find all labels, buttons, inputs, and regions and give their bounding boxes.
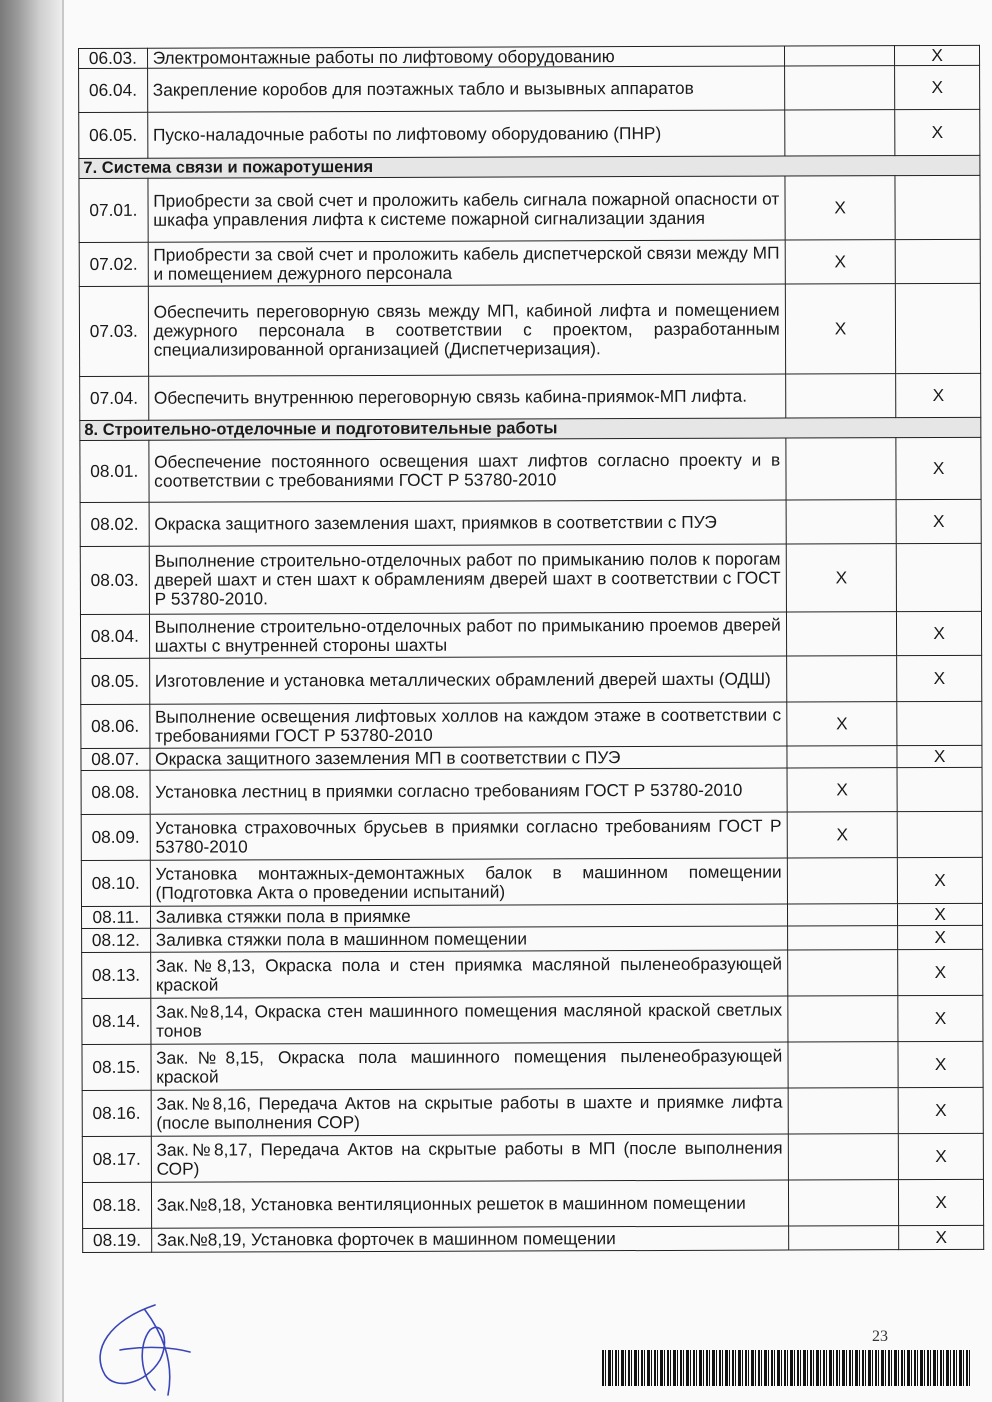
item-description: Окраска защитного заземления шахт, приямков в соответствии с ПУЭ bbox=[149, 500, 786, 546]
table-row bbox=[80, 437, 981, 502]
mark-column-2: Х bbox=[895, 109, 980, 155]
mark-column-2 bbox=[897, 701, 982, 745]
table-row bbox=[80, 543, 981, 614]
item-description: Установка страховочных брусьев в приямки согласно требованиям ГОСТ Р 53780-2010 bbox=[150, 812, 787, 860]
item-description: Зак.№8,17, Передача Актов на скрытые работы в МП (после выполнения СОР) bbox=[151, 1134, 788, 1182]
table-row bbox=[79, 175, 980, 242]
item-code: 07.03. bbox=[79, 286, 148, 376]
item-code: 08.10. bbox=[81, 860, 150, 906]
mark-column-2: Х bbox=[898, 857, 983, 903]
mark-column-1 bbox=[788, 1134, 899, 1180]
item-code: 06.03. bbox=[79, 48, 148, 68]
table-row bbox=[81, 903, 982, 928]
item-code: 08.05. bbox=[81, 658, 150, 704]
mark-column-1: Х bbox=[785, 284, 896, 374]
item-description: Заливка стяжки пола в приямке bbox=[150, 904, 787, 928]
item-code: 08.11. bbox=[81, 906, 150, 928]
mark-column-1 bbox=[788, 1088, 899, 1134]
mark-column-1: Х bbox=[787, 768, 898, 812]
mark-column-2 bbox=[897, 811, 982, 857]
table-row bbox=[81, 701, 982, 748]
table-row bbox=[80, 499, 981, 546]
mark-column-2: Х bbox=[898, 995, 983, 1041]
mark-column-1 bbox=[784, 110, 895, 156]
table-row bbox=[82, 1179, 983, 1228]
item-description: Выполнение строительно-отделочных работ по примыканию полов к порогам дверей шахт и стен шахт к обрамлениям дверей шахт в соответствии с ГОСТ Р 53780-2010. bbox=[149, 544, 786, 614]
mark-column-1 bbox=[787, 926, 898, 950]
item-code: 08.03. bbox=[80, 546, 149, 614]
item-description: Заливка стяжки пола в машинном помещении bbox=[150, 926, 787, 952]
mark-column-2: Х bbox=[899, 1133, 984, 1179]
mark-column-1 bbox=[786, 438, 897, 500]
item-description: Приобрести за свой счет и проложить кабель диспетчерской связи между МП и помещением дежурного персонала bbox=[148, 240, 785, 286]
item-description: Обеспечение постоянного освещения шахт лифтов согласно проекту и в соответствии с требованиями ГОСТ Р 53780-2010 bbox=[149, 438, 786, 502]
item-code: 08.19. bbox=[83, 1228, 152, 1252]
item-code: 08.01. bbox=[80, 440, 149, 502]
handwritten-signature bbox=[50, 1290, 200, 1400]
mark-column-2: Х bbox=[898, 949, 983, 995]
mark-column-1 bbox=[787, 950, 898, 996]
item-code: 06.05. bbox=[79, 112, 148, 158]
mark-column-2: Х bbox=[896, 437, 981, 499]
item-description: Зак.№8,15, Окраска пола машинного помещения пыленеобразующей краской bbox=[151, 1042, 788, 1090]
mark-column-2 bbox=[896, 543, 981, 611]
mark-column-2: Х bbox=[896, 499, 981, 543]
mark-column-2 bbox=[897, 767, 982, 811]
mark-column-2 bbox=[896, 283, 981, 373]
barcode bbox=[602, 1350, 972, 1386]
item-description: Закрепление коробов для поэтажных табло и вызывных аппаратов bbox=[147, 66, 784, 112]
item-code: 08.17. bbox=[82, 1136, 151, 1182]
mark-column-1 bbox=[784, 46, 895, 66]
item-description: Окраска защитного заземления МП в соответствии с ПУЭ bbox=[150, 746, 787, 770]
item-code: 07.01. bbox=[79, 178, 148, 242]
item-code: 08.15. bbox=[82, 1044, 151, 1090]
mark-column-1 bbox=[786, 500, 897, 544]
mark-column-1 bbox=[785, 374, 896, 418]
section-title: 7. Система связи и пожаротушения bbox=[79, 155, 980, 178]
mark-column-1: Х bbox=[787, 812, 898, 858]
item-description: Зак.№8,14, Окраска стен машинного помещения масляной краской светлых тонов bbox=[150, 996, 787, 1044]
table-row bbox=[79, 109, 980, 158]
table-row bbox=[81, 857, 982, 906]
mark-column-1 bbox=[786, 656, 897, 702]
mark-column-1 bbox=[787, 858, 898, 904]
item-code: 08.07. bbox=[81, 748, 150, 770]
item-description: Установка лестниц в приямки согласно требованиям ГОСТ Р 53780-2010 bbox=[150, 768, 787, 814]
scan-binding-shadow bbox=[0, 0, 62, 1402]
item-code: 08.14. bbox=[82, 998, 151, 1044]
mark-column-1 bbox=[788, 996, 899, 1042]
mark-column-2: Х bbox=[899, 1179, 984, 1225]
item-description: Зак.№8,13, Окраска пола и стен приямка масляной пыленеобразующей краской bbox=[150, 950, 787, 998]
table-row bbox=[81, 811, 982, 860]
section-title: 8. Строительно-отделочные и подготовительные работы bbox=[80, 417, 981, 440]
table-row bbox=[83, 1225, 984, 1252]
mark-column-1 bbox=[784, 66, 895, 110]
item-code: 08.16. bbox=[82, 1090, 151, 1136]
table-row bbox=[82, 1087, 983, 1136]
mark-column-2 bbox=[895, 239, 980, 283]
item-description: Обеспечить внутреннюю переговорную связь кабина-приямок-МП лифта. bbox=[148, 374, 785, 420]
table-row bbox=[79, 65, 980, 112]
mark-column-1: Х bbox=[786, 544, 897, 612]
mark-column-1 bbox=[788, 1180, 899, 1226]
item-description: Изготовление и установка металлических обрамлений дверей шахты (ОДШ) bbox=[149, 656, 786, 704]
table-row bbox=[79, 239, 980, 286]
item-description: Выполнение строительно-отделочных работ по примыканию проемов дверей шахты с внутренней стороны шахты bbox=[149, 612, 786, 658]
mark-column-1 bbox=[788, 1226, 899, 1250]
table-row bbox=[79, 283, 980, 376]
mark-column-2: Х bbox=[897, 655, 982, 701]
item-code: 08.18. bbox=[82, 1182, 151, 1228]
mark-column-1: Х bbox=[785, 176, 896, 240]
mark-column-1 bbox=[787, 904, 898, 926]
mark-column-1: Х bbox=[785, 240, 896, 284]
table-row bbox=[80, 611, 981, 658]
item-description: Зак.№8,18, Установка вентиляционных решеток в машинном помещении bbox=[151, 1180, 788, 1228]
item-code: 08.13. bbox=[82, 952, 151, 998]
item-code: 08.09. bbox=[81, 814, 150, 860]
document-page bbox=[64, 0, 992, 1402]
item-description: Приобрести за свой счет и проложить кабель сигнала пожарной опасности от шкафа управления лифта к системе пожарной сигнализации здания bbox=[148, 176, 785, 242]
item-code: 08.02. bbox=[80, 502, 149, 546]
table-row bbox=[82, 925, 983, 952]
table-row bbox=[82, 949, 983, 998]
mark-column-1 bbox=[788, 1042, 899, 1088]
mark-column-2: Х bbox=[898, 1041, 983, 1087]
table-row bbox=[81, 767, 982, 814]
page-number: 23 bbox=[872, 1328, 888, 1345]
mark-column-2: Х bbox=[896, 373, 981, 417]
table-body bbox=[79, 45, 984, 1252]
item-code: 08.06. bbox=[81, 704, 150, 748]
mark-column-2: Х bbox=[898, 903, 983, 925]
item-description: Обеспечить переговорную связь между МП, кабиной лифта и помещением дежурного персонала в соответствии с проектом, разработанным специализированной организацией (Диспетчеризация). bbox=[148, 284, 785, 376]
mark-column-2: Х bbox=[898, 1087, 983, 1133]
table-row bbox=[80, 373, 981, 420]
item-description: Пуско-наладочные работы по лифтовому оборудованию (ПНР) bbox=[147, 110, 784, 158]
item-description: Зак.№8,16, Передача Актов на скрытые работы в шахте и приямке лифта (после выполнения СОР) bbox=[151, 1088, 788, 1136]
works-distribution-table bbox=[78, 45, 984, 1253]
item-description: Зак.№8,19, Установка форточек в машинном помещении bbox=[151, 1226, 788, 1252]
table-row bbox=[82, 1133, 983, 1182]
mark-column-1: Х bbox=[787, 702, 898, 746]
mark-column-2 bbox=[895, 175, 980, 239]
table-row bbox=[81, 745, 982, 770]
item-code: 08.12. bbox=[82, 928, 151, 952]
mark-column-2: Х bbox=[899, 1225, 984, 1249]
table-row bbox=[82, 1041, 983, 1090]
item-code: 06.04. bbox=[79, 68, 148, 112]
mark-column-2: Х bbox=[898, 925, 983, 949]
mark-column-1 bbox=[786, 612, 897, 656]
item-code: 08.04. bbox=[80, 614, 149, 658]
item-code: 08.08. bbox=[81, 770, 150, 814]
table-row bbox=[82, 995, 983, 1044]
mark-column-2: Х bbox=[895, 45, 980, 65]
mark-column-1 bbox=[787, 746, 898, 768]
mark-column-2: Х bbox=[897, 611, 982, 655]
mark-column-2: Х bbox=[897, 745, 982, 767]
item-code: 07.02. bbox=[79, 242, 148, 286]
table-row bbox=[81, 655, 982, 704]
mark-column-2: Х bbox=[895, 65, 980, 109]
item-description: Установка монтажных-демонтажных балок в машинном помещении (Подготовка Акта о проведении испытаний) bbox=[150, 858, 787, 906]
item-code: 07.04. bbox=[80, 376, 149, 420]
item-description: Выполнение освещения лифтовых холлов на каждом этаже в соответствии с требованиями ГОСТ Р 53780-2010 bbox=[149, 702, 786, 748]
item-description: Электромонтажные работы по лифтовому оборудованию bbox=[147, 46, 784, 68]
